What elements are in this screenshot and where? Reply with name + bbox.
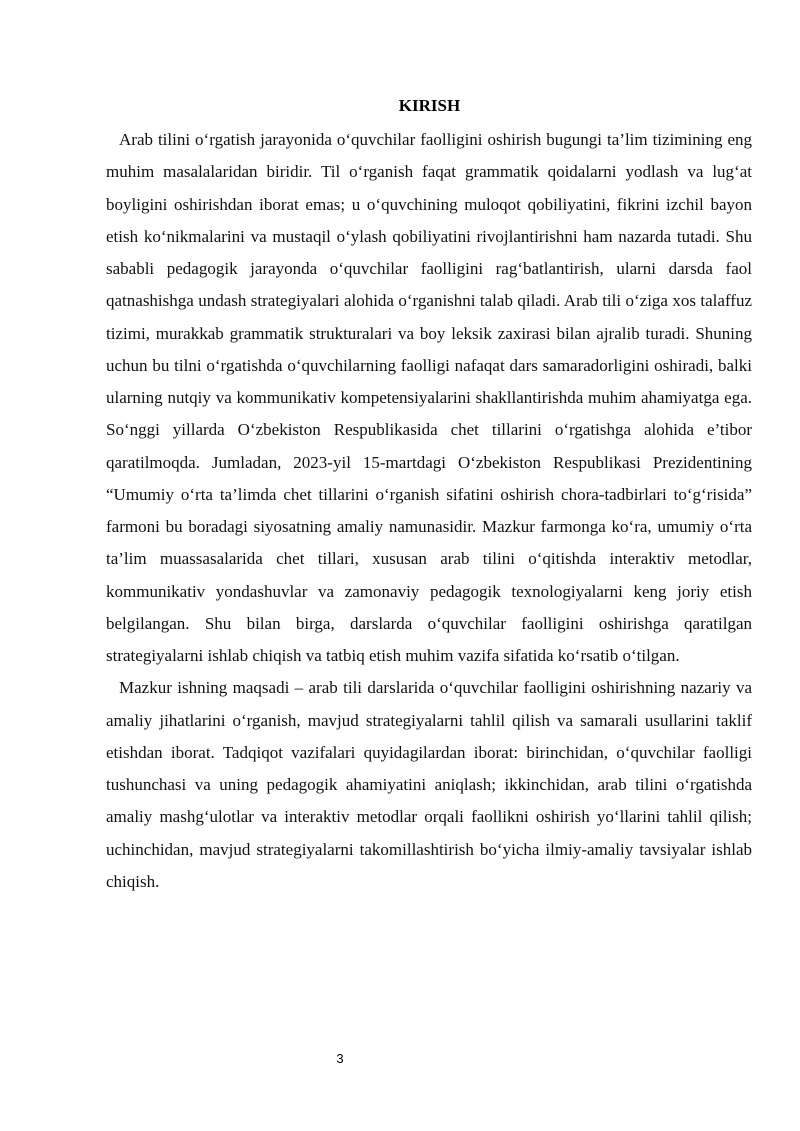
paragraph-goals: Mazkur ishning maqsadi – arab tili darslarida o‘quvchilar faolligini oshirishning nazariy va amaliy jihatlarini o‘rganish, mavjud strategiyalarni tahlil qilish va samarali usullarini taklif etishdan iborat. Tadqiqot vazifalari quyidagilardan iborat: birinchidan, o‘quvchilar faolligi tushunchasi va uning pedagogik ahamiyatini aniqlash; ikkinchidan, arab tilini o‘rgatishda amaliy mashg‘ulotlar va interaktiv metodlar orqali faollikni oshirish yo‘llarini tahlil qilish; uchinchidan, mavjud strategiyalarni takomillashtirish bo‘yicha ilmiy-amaliy tavsiyalar ishlab chiqish. [106, 678, 752, 891]
paragraph-intro: Arab tilini o‘rgatish jarayonida o‘quvchilar faolligini oshirish bugungi ta’lim tizimining eng muhim masalalaridan biridir. Til o‘rganish faqat grammatik qoidalarni yodlash va lug‘at boyligini oshirishdan iborat emas; u o‘quvchining muloqot qobiliyatini, fikrini izchil bayon etish ko‘nikmalarini va mustaqil o‘ylash qobiliyatini rivojlantirishni ham nazarda tutadi. Shu sababli pedagogik jarayonda o‘quvchilar faolligini rag‘batlantirish, ularni darsda faol qatnashishga undash strategiyalari alohida o‘rganishni talab qiladi. Arab tili o‘ziga xos talaffuz tizimi, murakkab grammatik strukturalari va boy leksik zaxirasi bilan ajralib turadi. Shuning uchun bu tilni o‘rgatishda o‘quvchilarning faolligi nafaqat dars samaradorligini oshiradi, balki ularning nutqiy va kommunikativ kompetensiyalarini shakllantirishda muhim ahamiyatga ega. So‘nggi yillarda O‘zbekiston Respublikasida chet tillarini o‘rgatishga alohida e’tibor qaratilmoqda. Jumladan, 2023-yil 15-martdagi O‘zbekiston Respublikasi Prezidentining “Umumiy o‘rta ta’limda chet tillarini o‘rganish sifatini oshirish chora-tadbirlari to‘g‘risida” farmoni bu boradagi siyosatning amaliy namunasidir. Mazkur farmonga ko‘ra, umumiy o‘rta ta’lim muassasalarida chet tillari, xususan arab tilini o‘qitishda interaktiv metodlar, kommunikativ yondashuvlar va zamonaviy pedagogik texnologiyalarni keng joriy etish belgilangan. Shu bilan birga, darslarda o‘quvchilar faolligini oshirishga qaratilgan strategiyalarni ishlab chiqish va tatbiq etish muhim vazifa sifatida ko‘rsatib o‘tilgan. [106, 130, 752, 665]
section-title: KIRISH [398, 96, 461, 115]
body-text [106, 124, 752, 898]
page-number: 3 [336, 1051, 344, 1066]
